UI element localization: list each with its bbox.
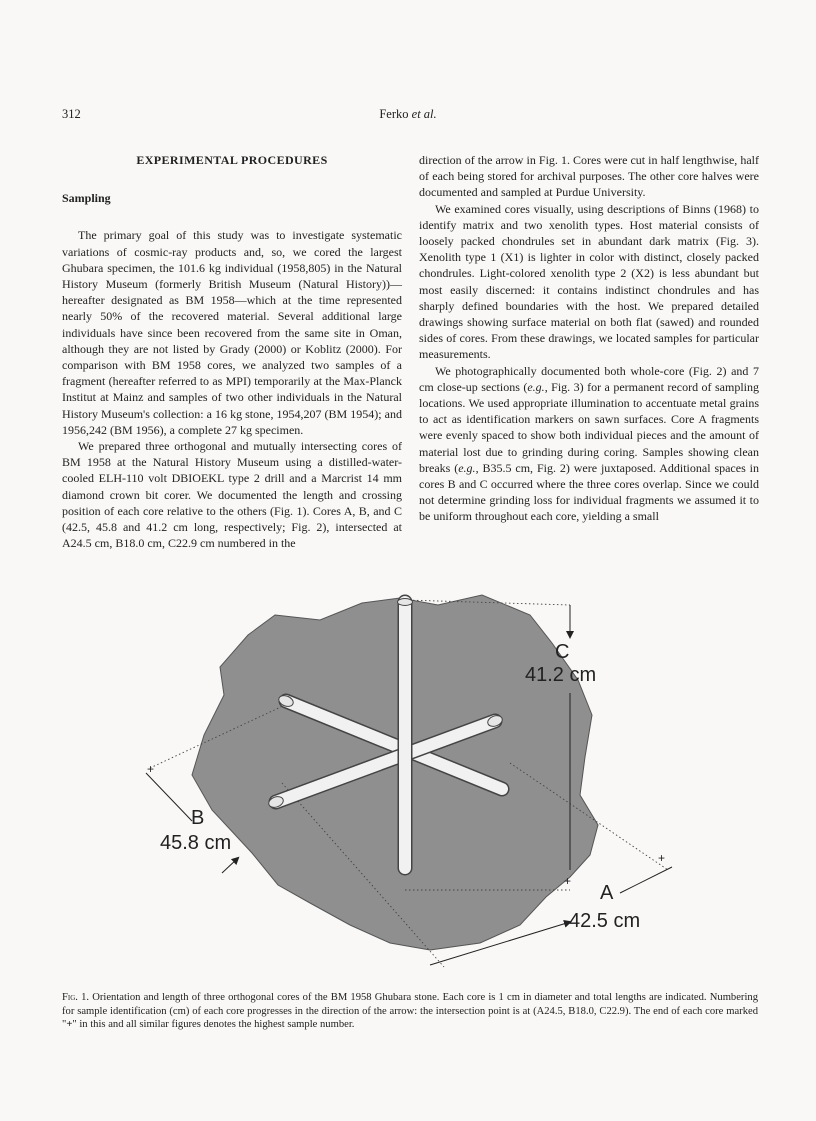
caption-plus: +	[66, 1019, 73, 1030]
caption-text: Orientation and length of three orthogonal cores of the BM 1958 Ghubara stone. Each core is 1 cm in diameter and total lengths are indicated. Numbering for sample identification (cm) of each core progresses in the direction of the arrow: the intersection point is at (A24.5, B18.0, C22.9). The end of each core marked "	[62, 992, 758, 1030]
core-a-letter: A	[600, 882, 614, 904]
core-b-end-tick	[146, 773, 192, 821]
text-italic: e.g.	[458, 460, 476, 475]
paragraph: The primary goal of this study was to investigate systematic variations of cosmic-ray products and, so, we cored the largest Ghubara specimen, the 101.6 kg individual (1958,805) in the Natural History Museum (formerly British Museum (Natural History))—hereafter designated as BM 1958—which at the time represented nearly 50% of the recovered material. Several additional large individuals have since been recovered from the same site in Oman, although they are not listed by Grady (2000) or Koblitz (2000). For comparison with BM 1958 cores, we analyzed two samples of a fragment (hereafter referred to as MPI) temporarily at the Max-Planck Institut at Mainz and samples of two other individuals in the Natural History Museum's collection: a 16 kg stone, 1954,207 (BM 1954); and 1956,242 (BM 1956), a complete 27 kg specimen.	[62, 228, 402, 437]
left-column	[62, 152, 402, 551]
text-italic: e.g.	[527, 379, 545, 394]
running-head	[0, 107, 816, 122]
figure-caption	[62, 991, 758, 1032]
text-run: , B35.5 cm, Fig. 2) were juxtaposed. Additional spaces in cores B and C occurred where the three cores overlap. Since we could not determine grinding loss for individual fragments we assumed it to be uniform throughout each core, yielding a small	[419, 460, 759, 524]
core-c-length: 41.2 cm	[525, 664, 597, 686]
paragraph: We prepared three orthogonal and mutually intersecting cores of BM 1958 at the Natural History Museum using a distilled-water-cooled ELH-110 volt DBIOEKL type 2 drill and a Marcrist 14 mm diamond crown bit corer. We documented the length and crossing position of each core relative to the others (Fig. 1). Cores A, B, and C (42.5, 45.8 and 41.2 cm long, respectively; Fig. 2), intersected at A24.5 cm, B18.0 cm, C22.9 cm numbered in the	[62, 439, 402, 551]
section-title: EXPERIMENTAL PROCEDURES	[136, 153, 328, 167]
paragraph: direction of the arrow in Fig. 1. Cores were cut in half lengthwise, half of each being stored for archival purposes. The other core halves were documented and sampled at Purdue University.	[419, 153, 759, 200]
paragraph	[419, 363, 759, 525]
core-b-arrow	[222, 858, 238, 873]
subsection-title: Sampling	[62, 191, 111, 206]
page-number: 312	[62, 107, 81, 121]
core-a-length: 42.5 cm	[569, 910, 641, 932]
caption-label: Fig. 1.	[62, 992, 90, 1003]
running-head-authors: Ferko	[379, 107, 409, 121]
plus-mark-a: +	[658, 851, 666, 865]
core-b-length: 45.8 cm	[160, 832, 232, 854]
plus-mark-b: +	[147, 762, 155, 776]
figure-1	[100, 585, 720, 985]
core-c	[398, 599, 413, 869]
right-column	[419, 152, 759, 525]
core-c-letter: C	[555, 641, 570, 663]
caption-text: " in this and all similar figures denotes the highest sample number.	[72, 1019, 355, 1030]
running-head-et-al: et al.	[411, 107, 437, 121]
stone-outline	[192, 595, 598, 950]
paragraph: We examined cores visually, using descriptions of Binns (1968) to identify matrix and two xenolith types. Host material consists of loosely packed chondrules set in abundant dark matrix (Fig. 3). Xenolith type 1 (X1) is lighter in color with distinct, closely packed chondrules. Light-colored xenolith type 2 (X2) is less abundant but most easily discerned: it contains indistinct chondrules and has sharply defined boundaries with the host. We prepared detailed drawings showing surface material on both flat (sawed) and rounded sides of cores. From these drawings, we located samples for particular measurements.	[419, 201, 759, 362]
text-run: We photographically documented both whole-core (Fig. 2) and 7 cm close-up sections (	[419, 363, 759, 394]
core-b-letter: B	[191, 807, 205, 829]
core-a-end-tick	[620, 867, 672, 893]
plus-mark-c: +	[564, 874, 572, 888]
core-diagram	[100, 585, 720, 985]
text-run: , Fig. 3) for a permanent record of sampling locations. We used appropriate illumination to accentuate metal grains to act as identification markers on sawn surfaces. Core A fragments were evenly spaced to show both individual pieces and the amount of material lost due to grinding during coring. Samples showing clean breaks (	[419, 379, 759, 475]
